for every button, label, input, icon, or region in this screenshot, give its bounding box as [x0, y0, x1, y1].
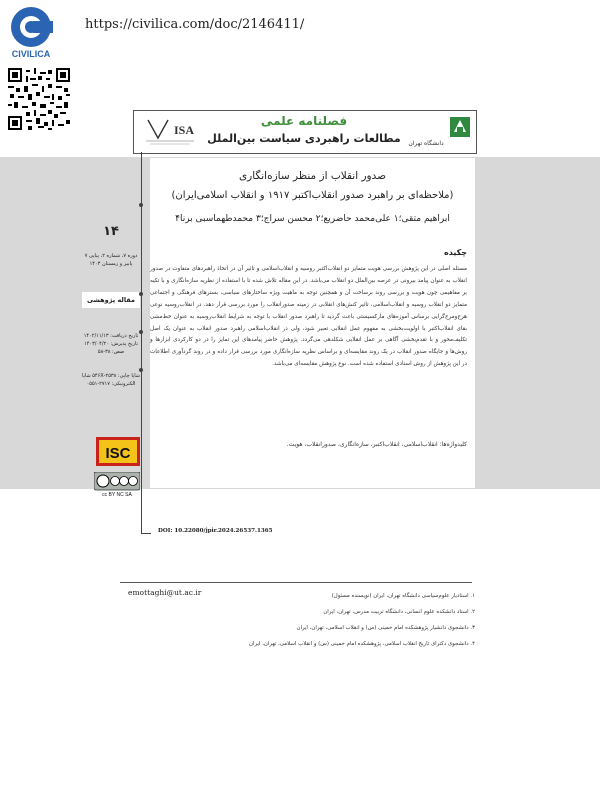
civilica-logo-text: CIVILICA — [11, 49, 51, 59]
issue-number: ۱۴ — [103, 224, 119, 239]
abstract-heading: چکیده — [443, 248, 467, 257]
keywords: کلیدواژه‌ها: انقلاب‌اسلامی، انقلاب‌اکتبر، سازه‌انگاری، صدورانقلاب، هویت. — [286, 441, 467, 448]
abstract-text: مسئله اصلی در این پژوهش بررسی هویت متمایز دو انقلاب‌اکتبر روسیه و انقلاب‌اسلامی و تاثیر آن در اتخاذ راهبردهای متفاوت در صدور انقلاب به عنوان پیامد بیرونی در عرصه بین‌الملل دو انقلاب می‌باشد. در این مقاله تلاش شده تا با استفاده از نظریه سازه‌انگاری و با تکیه بر مفاهیمی چون هویت و بررسی روند برساخت آن و همچنین توجه به ماهیت ویژه ساختارهای سیاسی، بسترهای فرهنگی و اجتماعی متمایز دو انقلاب روسیه و انقلاب‌اسلامی، تاثیر کنش‌های انقلابی در زمینه صدورانقلاب را مورد بررسی قرار دهد. در انقلاب‌روسیه نوعی هرج‌ومرج‌گرایی برساس آموزه‌های مارکسیستی باعث گردید تا راهبرد صدور انقلاب با توجه به شرایط انقلاب‌روسیه به عنوان خط‌مشی بقای انقلاب‌اکتبر با اولویت‌بخشی به مفهوم عمل انقلابی تعبیر شود، ولی در انقلاب‌اسلامی راهبرد صدور انقلاب به عنوان یک اصل تکلیف‌محور و با تقدم‌بخشی آگاهی بر عمل انقلابی شکلدهی می‌گردد. پژوهش حاضر پیامدهای این تمایز را در دو کارکردی ابزارها و روش‌ها و جایگاه صدور انقلاب در یک روند مقایسه‌ای و براساس نظریه سازه‌انگاری مورد بررسی قرار داده و در روند گردآوری اطلاعات در این پژوهش از روش اسنادی استفاده شده است. نوع پژوهش مقایسه‌ای می‌باشد. — [150, 266, 467, 368]
timeline-dot — [139, 330, 143, 334]
article-dates: تاریخ دریافت: ۱۴۰۲/۱۱/۱۳ تاریخ پذیرش: ۱۴۰۳/۰۴/۲۰ صص: ۳۸-۵۸ — [83, 333, 139, 355]
journal-type: فصلنامه علمی — [260, 114, 348, 128]
isa-logo — [140, 114, 200, 148]
footnote-item: ۴. دانشجوی دکترای تاریخ انقلاب اسلامی، پژوهشکده امام خمینی (س) و انقلاب اسلامی، تهران، ایران — [249, 641, 475, 647]
cc-license-badge[interactable] — [94, 472, 140, 498]
footnote-item: ۳. دانشجوی دانشیار پژوهشکده امام خمینی (س) و انقلاب اسلامی، تهران، ایران — [296, 625, 475, 631]
article-title: صدور انقلاب از منظر سازه‌انگاری — [238, 170, 387, 182]
issue-meta: دوره ۷، شماره ۲، پیاپی ۷ پاییز و زمستان ۱۴۰۳ — [84, 253, 138, 267]
article-card — [150, 158, 475, 488]
doi-link[interactable]: DOI: 10.22080/jpir.2024.26537.1365 — [158, 528, 273, 534]
civilica-logo — [6, 4, 56, 60]
author-email[interactable]: emottaghi@ut.ac.ir — [128, 588, 202, 597]
footnote-item: ۱. استادیار علوم‌سیاسی دانشگاه تهران، ایران (نویسنده مسئول) — [331, 593, 475, 599]
footnote-item: ۲. استاد دانشکده علوم انسانی، دانشگاه تربیت مدرس، تهران، ایران — [323, 609, 475, 615]
footnote-divider — [120, 582, 472, 583]
isc-badge-text: ISC — [105, 445, 131, 462]
isa-logo-text: ISA — [174, 123, 195, 137]
university-logo — [402, 114, 472, 148]
journal-title: مطالعات راهبردی سیاست بین‌الملل — [207, 132, 401, 145]
university-logo-text: دانشگاه تهران — [408, 140, 444, 147]
sidebar-divider — [141, 152, 142, 534]
timeline-dot — [139, 292, 143, 296]
issn: شاپا چاپی: ۲۵۳۸-۵۴۶X شاپا الکترونیکی: ۲۷۱۷-۰۵۵۱ — [82, 373, 140, 387]
footnotes — [165, 588, 475, 652]
article-type: مقاله پژوهشی — [82, 292, 140, 308]
article-authors: ابراهیم متقی؛۱ علی‌محمد حاضریع؛۲ محسن سراج؛۳ محمدطهماسبی برنا۴ — [175, 214, 450, 224]
doi-connector — [141, 533, 151, 534]
document-url[interactable]: https://civilica.com/doc/2146411/ — [85, 17, 305, 32]
timeline-dot — [139, 368, 143, 372]
qr-code — [8, 68, 70, 130]
journal-header — [133, 110, 477, 154]
isc-badge[interactable] — [96, 437, 140, 466]
article-subtitle: (ملاحظه‌ای بر راهبرد صدور انقلاب‌اکتبر ۱۹۱۷ و انقلاب اسلامی‌ایران) — [171, 190, 454, 201]
cc-badge-text: cc BY NC SA — [102, 492, 132, 498]
timeline-dot — [139, 203, 143, 207]
